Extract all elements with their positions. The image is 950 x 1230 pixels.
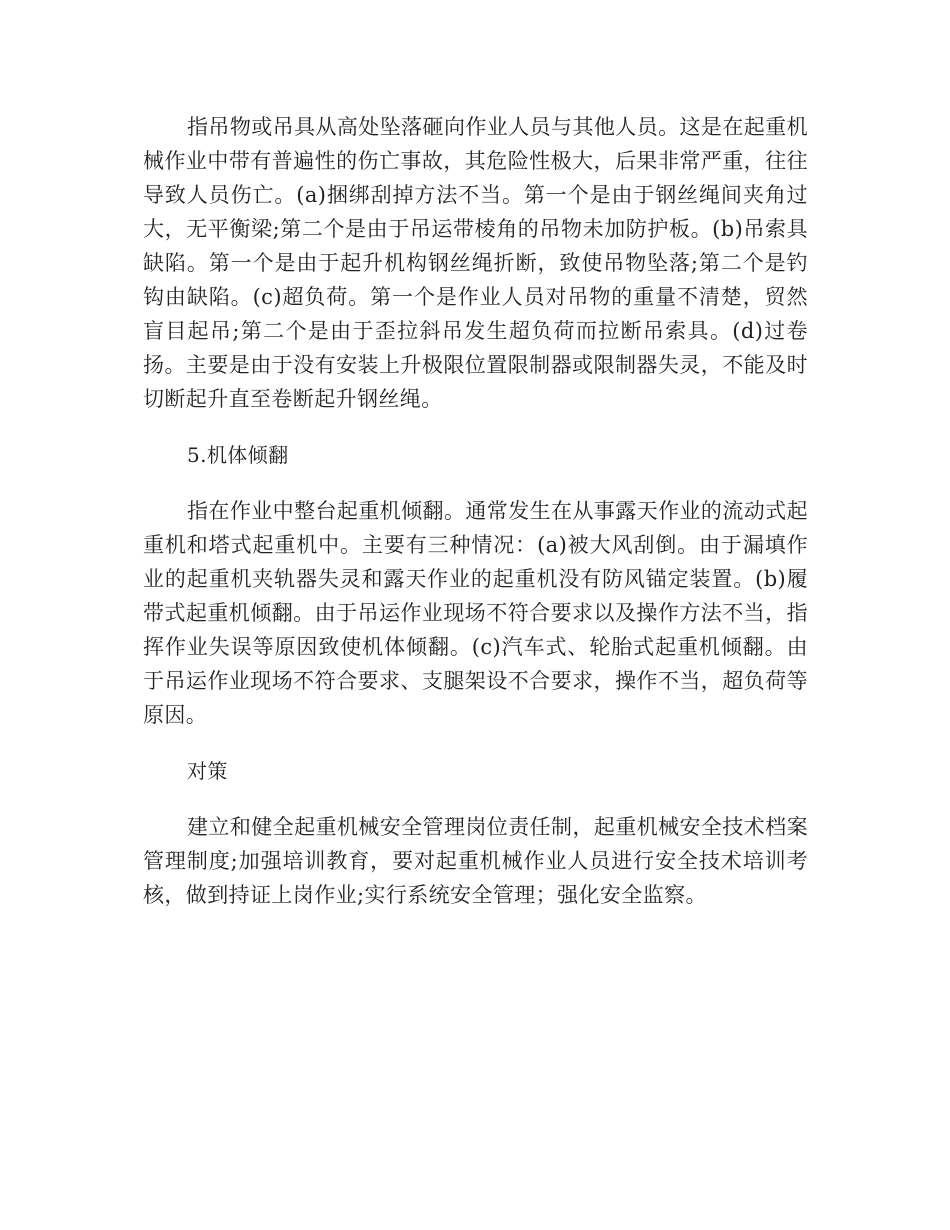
document-body [143, 110, 808, 934]
paragraph-countermeasures: 建立和健全起重机械安全管理岗位责任制，起重机械安全技术档案管理制度;加强培训教育，要对起重机械作业人员进行安全技术培训考核，做到持证上岗作业;实行系统安全管理；强化安全监察。 [143, 815, 808, 907]
section-heading-countermeasures: 对策 [187, 759, 228, 783]
paragraph-falling-objects: 指吊物或吊具从高处坠落砸向作业人员与其他人员。这是在起重机械作业中带有普遍性的伤亡事故，其危险性极大，后果非常严重，往往导致人员伤亡。(a)捆绑刮掉方法不当。第一个是由于钢丝绳间夹角过大，无平衡梁;第二个是由于吊运带棱角的吊物未加防护板。(b)吊索具缺陷。第一个是由于起升机构钢丝绳折断，致使吊物坠落;第二个是钓钩由缺陷。(c)超负荷。第一个是作业人员对吊物的重量不清楚，贸然盲目起吊;第二个是由于歪拉斜吊发生超负荷而拉断吊索具。(d)过卷扬。主要是由于没有安装上升极限位置限制器或限制器失灵，不能及时切断起升直至卷断起升钢丝绳。 [143, 115, 808, 411]
paragraph-overturning: 指在作业中整台起重机倾翻。通常发生在从事露天作业的流动式起重机和塔式起重机中。主要有三种情况：(a)被大风刮倒。由于漏填作业的起重机夹轨器失灵和露天作业的起重机没有防风锚定装置。(b)履带式起重机倾翻。由于吊运作业现场不符合要求以及操作方法不当，指挥作业失误等原因致使机体倾翻。(c)汽车式、轮胎式起重机倾翻。由于吊运作业现场不符合要求、支腿架设不合要求，操作不当，超负荷等原因。 [143, 499, 808, 727]
section-heading-overturning: 5.机体倾翻 [187, 443, 289, 467]
